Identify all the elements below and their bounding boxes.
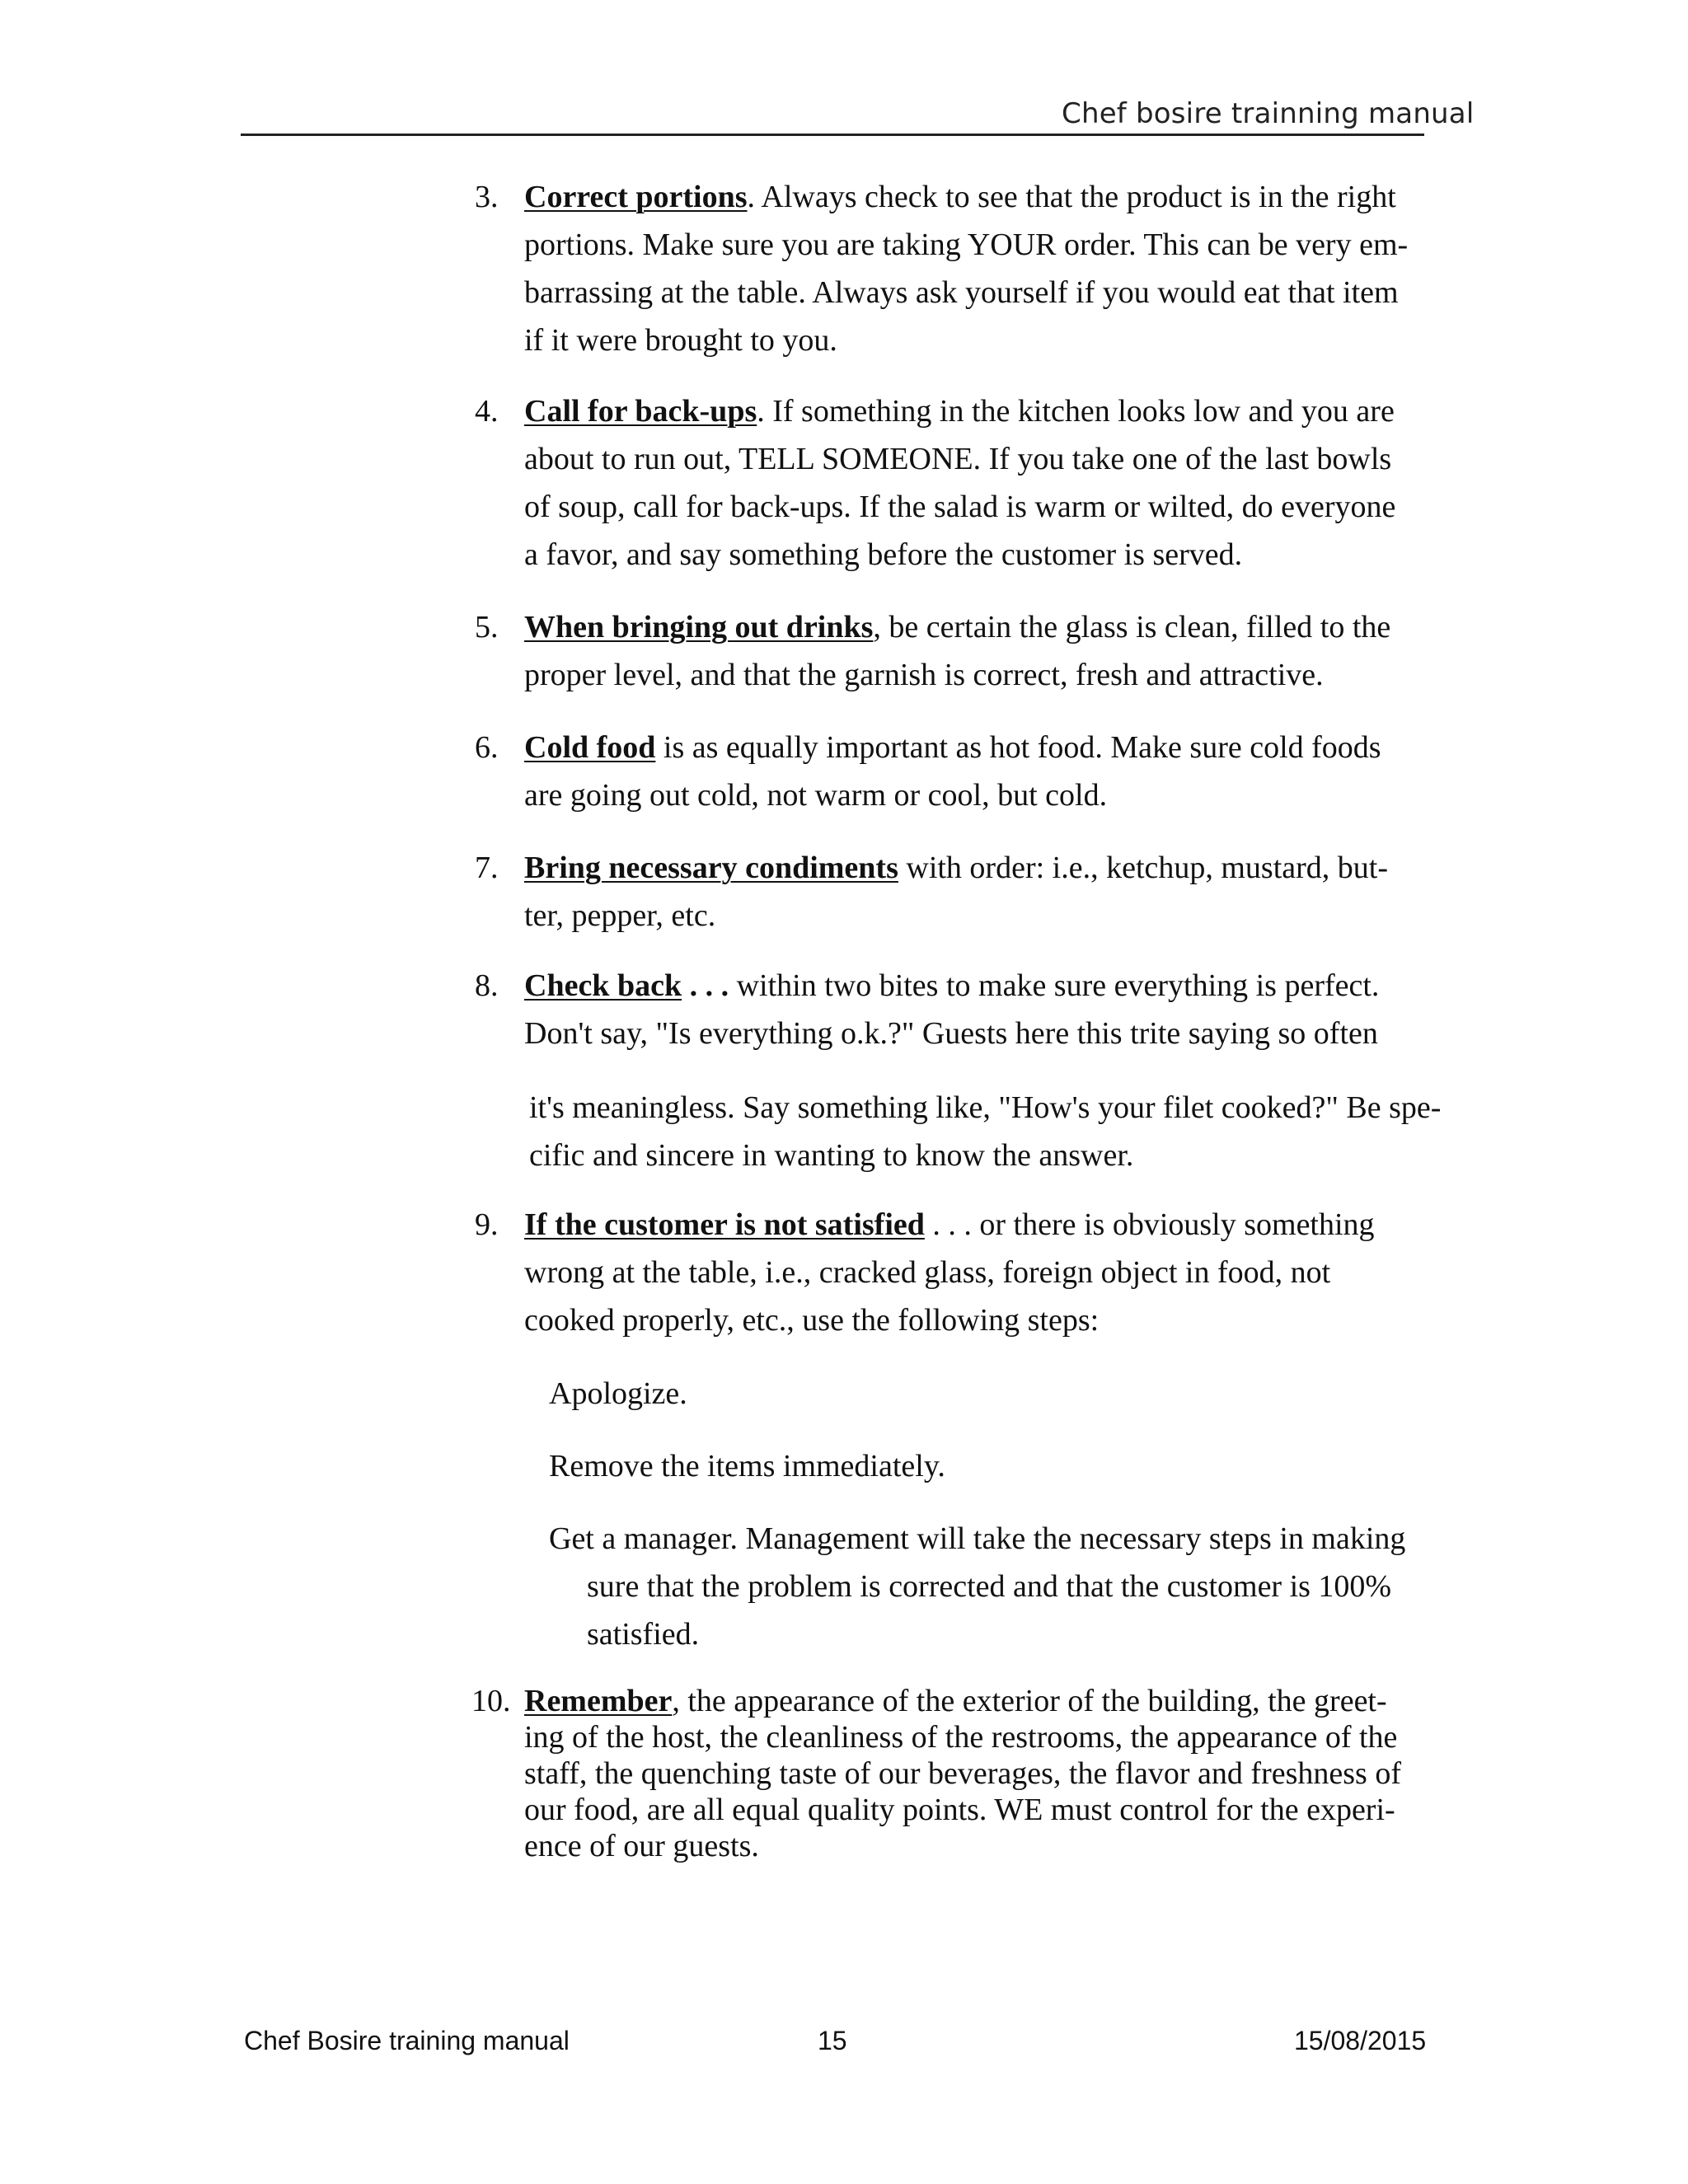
item-line: cooked properly, etc., use the following steps: [524,1303,1100,1338]
item-text: . If something in the kitchen looks low and you are [757,394,1395,429]
item-line: ence of our guests. [524,1829,759,1863]
item-line: Don't say, "Is everything o.k.?" Guests here this trite saying so often [524,1016,1378,1051]
item-keyword: Cold food [524,730,656,765]
item-text: within two bites to make sure everything is perfect. [729,968,1380,1003]
item-text: , be certain the glass is clean, filled to the [873,610,1391,644]
item-number: 6. [475,730,499,765]
item-line [524,1201,1375,1249]
item-keyword: When bringing out drinks [524,610,874,644]
item-line: it's meaningless. Say something like, "How's your filet cooked?" Be spe- [529,1090,1442,1125]
item-line: staff, the quenching taste of our beverages, the flavor and freshness of [524,1756,1401,1791]
item-keyword: If the customer is not satisfied [524,1207,925,1242]
page-number: 15 [818,2026,847,2055]
item-number: 7. [475,851,499,885]
step-item: sure that the problem is corrected and that the customer is 100% [587,1569,1392,1604]
item-keyword: Check back [524,968,682,1003]
item-text: , the appearance of the exterior of the building, the greet- [672,1684,1387,1718]
item-text: with order: i.e., ketchup, mustard, but- [898,851,1389,885]
item-keyword: Correct portions [524,180,748,214]
item-text: . . . or there is obviously something [924,1207,1375,1242]
item-keyword: Bring necessary condiments [524,851,898,885]
item-line: our food, are all equal quality points. WE must control for the experi- [524,1793,1395,1827]
item-number: 5. [475,610,499,644]
item-line [524,603,1390,652]
item-line [524,387,1395,436]
header-rule [241,134,1424,136]
item-number: 3. [475,180,499,214]
item-line [524,173,1396,222]
item-text: is as equally important as hot food. Make sure cold foods [655,730,1381,765]
item-line: portions. Make sure you are taking YOUR order. This can be very em- [524,227,1409,262]
item-number: 9. [475,1207,499,1242]
item-line: barrassing at the table. Always ask yourself if you would eat that item [524,275,1399,310]
item-number: 10. [471,1684,511,1718]
item-line: about to run out, TELL SOMEONE. If you take one of the last bowls [524,442,1392,476]
item-ellipsis: . . . [682,968,729,1003]
item-line: ing of the host, the cleanliness of the restrooms, the appearance of the [524,1720,1398,1755]
item-text: . Always check to see that the product is in the right [747,180,1396,214]
footer-date: 15/08/2015 [1294,2026,1427,2055]
item-line: cific and sincere in wanting to know the answer. [529,1138,1134,1173]
item-number: 4. [475,394,499,429]
item-line: wrong at the table, i.e., cracked glass, foreign object in food, not [524,1255,1331,1290]
item-keyword: Remember [524,1684,673,1718]
item-line: of soup, call for back-ups. If the salad is warm or wilted, do everyone [524,490,1396,524]
footer-title: Chef Bosire training manual [244,2026,570,2055]
step-item: Remove the items immediately. [549,1449,945,1483]
item-line: are going out cold, not warm or cool, but cold. [524,778,1108,813]
item-line: a favor, and say something before the customer is served. [524,537,1243,572]
item-line [524,844,1388,893]
item-line: proper level, and that the garnish is correct, fresh and attractive. [524,658,1324,692]
item-line [524,1683,1387,1720]
item-number: 8. [475,968,499,1003]
step-item: Get a manager. Management will take the necessary steps in making [549,1521,1406,1556]
item-keyword: Call for back-ups [524,394,757,429]
header-title: Chef bosire trainning manual [1062,97,1475,130]
item-line [524,724,1381,772]
item-line: if it were brought to you. [524,323,837,358]
item-line: ter, pepper, etc. [524,898,716,933]
step-item: satisfied. [587,1617,700,1652]
item-line [524,962,1379,1010]
step-item: Apologize. [549,1376,687,1411]
